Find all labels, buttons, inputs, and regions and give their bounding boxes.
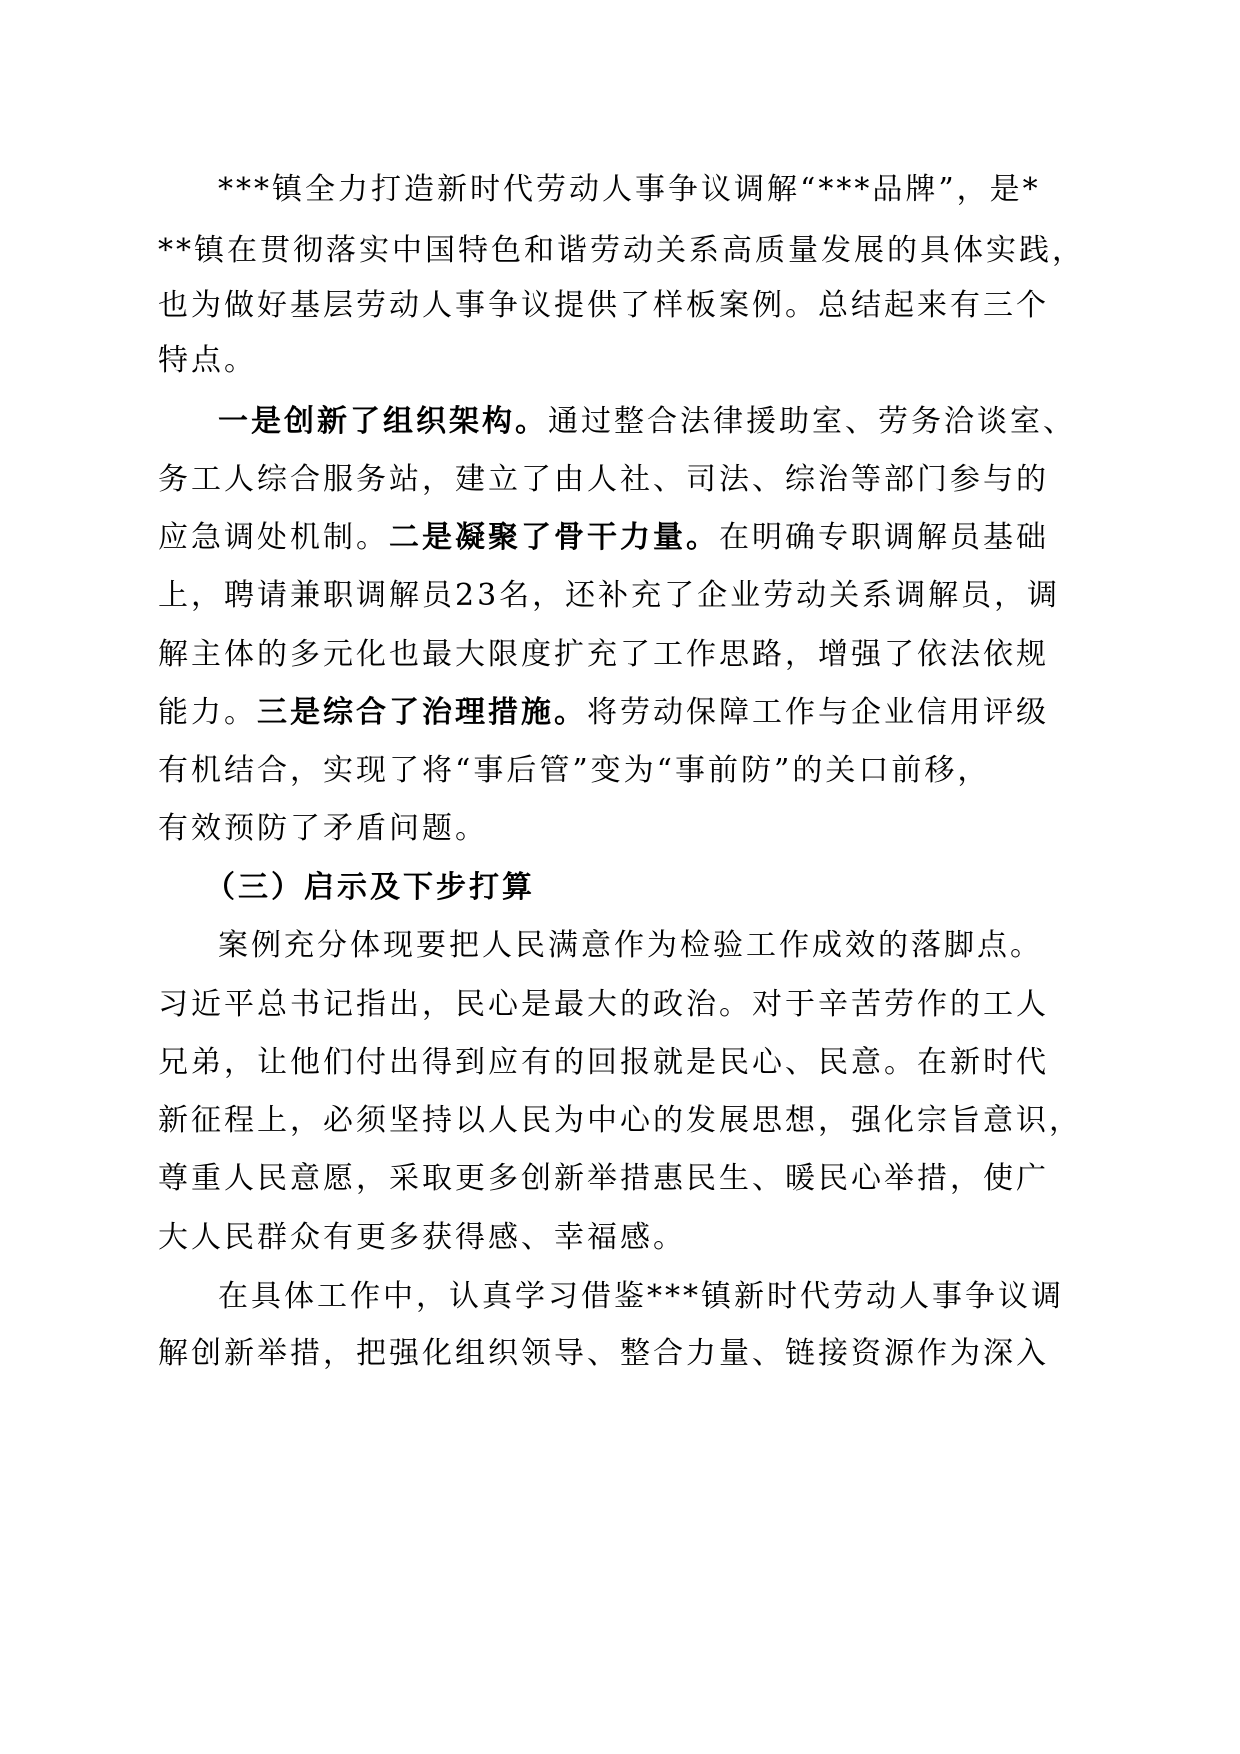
paragraph-4-line-1: 在具体工作中，认真学习借鉴***镇新时代劳动人事争议调 — [218, 1279, 1064, 1314]
paragraph-2-line-6 — [158, 693, 1108, 733]
paragraph-2-line-3-post: 在明确专职调解员基础 — [719, 520, 1049, 555]
paragraph-2-line-3 — [158, 518, 1108, 558]
paragraph-2-line-6-post: 将劳动保障工作与企业信用评级 — [587, 695, 1049, 730]
paragraph-2-line-5: 解主体的多元化也最大限度扩充了工作思路，增强了依法依规 — [158, 637, 1049, 672]
paragraph-2-line-8: 有效预防了矛盾问题。 — [158, 811, 488, 846]
section-heading: （三）启示及下步打算 — [205, 870, 535, 905]
paragraph-2-line-3-pre: 应急调处机制。 — [158, 520, 389, 555]
paragraph-3-line-5: 尊重人民意愿，采取更多创新举措惠民生、暖民心举措，使广 — [158, 1161, 1049, 1196]
paragraph-3-line-4: 新征程上，必须坚持以人民为中心的发展思想，强化宗旨意识， — [158, 1103, 1082, 1138]
paragraph-1-line-1: ***镇全力打造新时代劳动人事争议调解“***品牌”，是* — [218, 172, 1041, 207]
paragraph-2-line-4: 上，聘请兼职调解员23名，还补充了企业劳动关系调解员，调 — [158, 578, 1061, 613]
highlight-point-one: 一是创新了组织架构。 — [218, 404, 548, 439]
paragraph-1-line-4: 特点。 — [158, 343, 257, 378]
paragraph-3-line-6: 大人民群众有更多获得感、幸福感。 — [158, 1220, 686, 1255]
paragraph-2-line-2: 务工人综合服务站，建立了由人社、司法、综治等部门参与的 — [158, 462, 1049, 497]
highlight-point-three: 三是综合了治理措施。 — [257, 695, 587, 730]
paragraph-3-line-2: 习近平总书记指出，民心是最大的政治。对于辛苦劳作的工人 — [158, 987, 1049, 1022]
paragraph-2-line-7: 有机结合，实现了将“事后管”变为“事前防”的关口前移， — [158, 753, 991, 788]
highlight-point-two: 二是凝聚了骨干力量。 — [389, 520, 719, 555]
paragraph-2-line-1 — [218, 402, 1108, 442]
paragraph-2-line-1-text: 通过整合法律援助室、劳务洽谈室、 — [548, 404, 1076, 439]
paragraph-3-line-1: 案例充分体现要把人民满意作为检验工作成效的落脚点。 — [218, 928, 1043, 963]
paragraph-3-line-3: 兄弟，让他们付出得到应有的回报就是民心、民意。在新时代 — [158, 1045, 1049, 1080]
paragraph-4-line-2: 解创新举措，把强化组织领导、整合力量、链接资源作为深入 — [158, 1336, 1049, 1371]
paragraph-1-line-3: 也为做好基层劳动人事争议提供了样板案例。总结起来有三个 — [158, 288, 1049, 323]
paragraph-1-line-2: **镇在贯彻落实中国特色和谐劳动关系高质量发展的具体实践， — [158, 233, 1085, 268]
paragraph-2-line-6-pre: 能力。 — [158, 695, 257, 730]
